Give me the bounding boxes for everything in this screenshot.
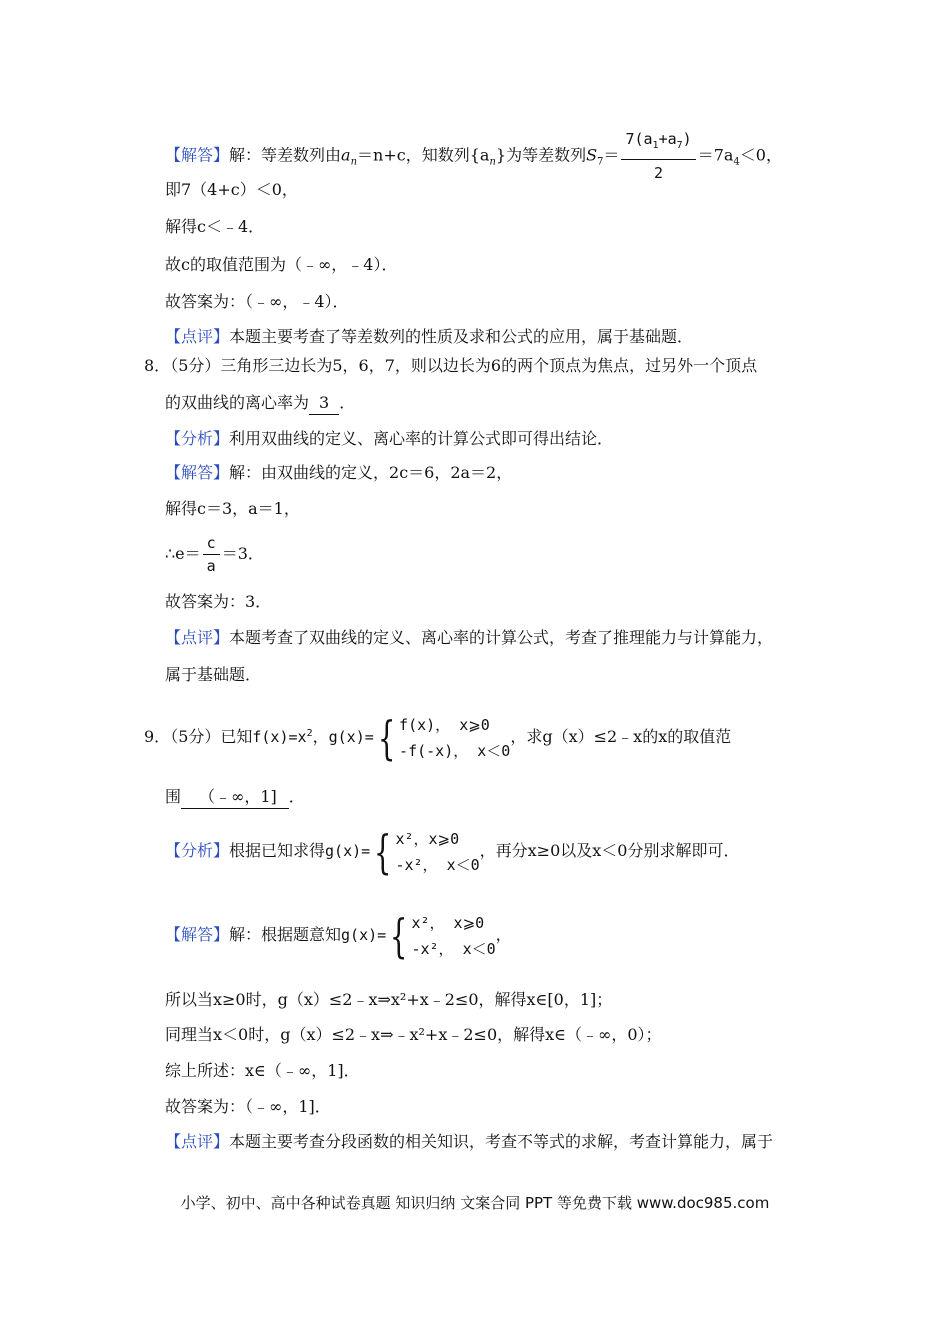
q9-stem-a: （5分）已知 xyxy=(170,727,253,746)
q8-review1: 本题考查了双曲线的定义、离心率的计算公式，考查了推理能力与计算能力， xyxy=(229,628,774,647)
q8-solution-line2: 解得c＝3，a＝1， xyxy=(165,499,300,518)
q9-f-def: $f(x)=x^2$ xyxy=(252,728,313,746)
q9-sol-case1: x²， x⩾0 xyxy=(411,914,485,932)
q7-eq1b: }为等差数列 xyxy=(495,145,587,165)
q7-an-sub2: n xyxy=(489,156,496,168)
q9-solution-line4: 综上所述：x∈（﹣∞，1]． xyxy=(165,1061,360,1080)
q8-stem-line1 xyxy=(144,355,757,377)
q7-solution-line4: 故c的取值范围为（﹣∞，﹣4）． xyxy=(165,255,398,274)
q8-number: 8． xyxy=(144,356,171,375)
q9-solution-line3: 同理当x＜0时，g（x）≤2﹣x⇒﹣x²+x﹣2≤0，解得x∈（﹣∞，0）； xyxy=(165,1025,662,1044)
q7-an-sub: n xyxy=(350,156,358,168)
q7-s7-sub: 7 xyxy=(597,156,604,168)
q9-analysis-a: 根据已知求得 xyxy=(229,841,326,860)
q7-solution-line1 xyxy=(165,128,782,184)
q9-sol-b: ， xyxy=(495,925,512,944)
q9-sol-case2: -x²， x＜0 xyxy=(411,940,496,958)
q8-analysis xyxy=(165,428,613,450)
q9-solution-line1 xyxy=(165,906,512,964)
q9-stem-b: ，求g（x）≤2﹣x的x的取值范 xyxy=(510,727,732,746)
analysis-tag: 【分析】 xyxy=(165,841,230,860)
q9-number: 9． xyxy=(144,727,171,746)
q9-sol-a: 解：根据题意知 xyxy=(229,925,342,944)
page-footer: 小学、初中、高中各种试卷真题 知识归纳 文案合同 PPT 等免费下载 www.doc985.com xyxy=(180,1194,770,1212)
q9-analysis-case2: -x²， x＜0 xyxy=(395,856,480,874)
q9-stem-c: 围 xyxy=(165,787,182,806)
q7-sol-text-a: 解：等差数列由 xyxy=(229,145,342,165)
q7-after-frac2: ＜0， xyxy=(739,145,782,165)
q9-sol-piecewise: { x²， x⩾0 -x²， x＜0 xyxy=(390,909,496,963)
q7-a4-sub: 4 xyxy=(733,156,740,168)
q8-solution-line1 xyxy=(165,462,512,484)
q8-sol3b: ＝3． xyxy=(221,544,264,563)
q9-piecewise: { f(x)， x⩾0 -f(-x)， x＜0 xyxy=(377,711,511,765)
q8-fraction xyxy=(203,534,220,575)
review-tag: 【点评】 xyxy=(165,327,230,346)
q9-sol-g: g(x)= xyxy=(341,926,387,944)
q9-review-text: 本题主要考查分段函数的相关知识，考查不等式的求解，考查计算能力，属于 xyxy=(229,1132,774,1151)
q8-sol3a: ∴e＝ xyxy=(165,544,201,563)
q9-review xyxy=(165,1131,773,1153)
q8-solution-line4: 故答案为：3． xyxy=(165,592,272,611)
review-tag: 【点评】 xyxy=(165,628,230,647)
q8-frac-num: c xyxy=(203,534,220,555)
q8-stem1: （5分）三角形三边长为5，6，7，则以边长为6的两个顶点为焦点，过另外一个顶点 xyxy=(170,356,758,375)
q7-review-text: 本题主要考查了等差数列的性质及求和公式的应用，属于基础题． xyxy=(229,327,694,346)
analysis-tag: 【分析】 xyxy=(165,429,230,448)
q7-after-frac: ＝7a xyxy=(697,145,734,165)
q8-solution-line3 xyxy=(165,532,264,576)
q8-sol1: 解：由双曲线的定义，2c＝6，2a＝2， xyxy=(229,463,513,482)
q9-analysis-g: g(x)= xyxy=(325,842,371,860)
q8-analysis-text: 利用双曲线的定义、离心率的计算公式即可得出结论． xyxy=(229,429,614,448)
q7-fraction xyxy=(621,128,695,184)
q9-case2: -f(-x)， x＜0 xyxy=(399,742,511,760)
q9-analysis-piecewise: { x²，x⩾0 -x²， x＜0 xyxy=(374,825,480,879)
q8-frac-den: a xyxy=(206,557,216,575)
q7-solution-line3: 解得c＜﹣4． xyxy=(165,217,265,236)
q8-stem2b: ． xyxy=(339,393,356,412)
q7-eq-sign: ＝ xyxy=(603,145,620,165)
solution-tag: 【解答】 xyxy=(165,145,230,165)
q9-analysis xyxy=(165,822,739,880)
q8-stem2a: 的双曲线的离心率为 xyxy=(165,393,310,412)
q7-frac-den: 2 xyxy=(654,164,664,182)
q8-review-line1 xyxy=(165,627,773,649)
review-tag: 【点评】 xyxy=(165,1132,230,1151)
solution-tag: 【解答】 xyxy=(165,463,230,482)
q9-stem-d: ． xyxy=(288,787,305,806)
q7-an: a xyxy=(341,145,351,165)
q9-answer-blank: （﹣∞，1] xyxy=(181,786,289,809)
q7-eq1: ＝n+c，知数列{a xyxy=(357,145,490,165)
solution-tag: 【解答】 xyxy=(165,925,230,944)
q9-solution-line5: 故答案为：（﹣∞，1]． xyxy=(165,1097,331,1116)
q8-answer-blank: 3 xyxy=(309,392,339,415)
q9-g-def: g(x)= xyxy=(328,728,374,746)
q9-case1: f(x)， x⩾0 xyxy=(399,716,490,734)
q9-stem-line1 xyxy=(144,706,732,765)
q7-solution-line2: 即7（4+c）＜0， xyxy=(165,180,298,199)
q9-comma: ， xyxy=(312,727,329,746)
q7-review xyxy=(165,326,693,348)
q9-analysis-b: ，再分x≥0以及x＜0分别求解即可． xyxy=(479,841,740,860)
q7-s7: S xyxy=(586,145,598,165)
q7-frac-num: $7(a_1+a_7)$ xyxy=(621,128,695,160)
q7-solution-line5: 故答案为：（﹣∞，﹣4）． xyxy=(165,292,349,311)
q9-solution-line2: 所以当x≥0时，g（x）≤2﹣x⇒x²+x﹣2≤0，解得x∈[0，1]； xyxy=(165,990,613,1009)
q9-stem-line2 xyxy=(165,786,305,809)
q8-stem-line2 xyxy=(165,392,355,415)
q8-review-line2: 属于基础题． xyxy=(165,665,262,684)
q9-analysis-case1: x²，x⩾0 xyxy=(395,830,460,848)
